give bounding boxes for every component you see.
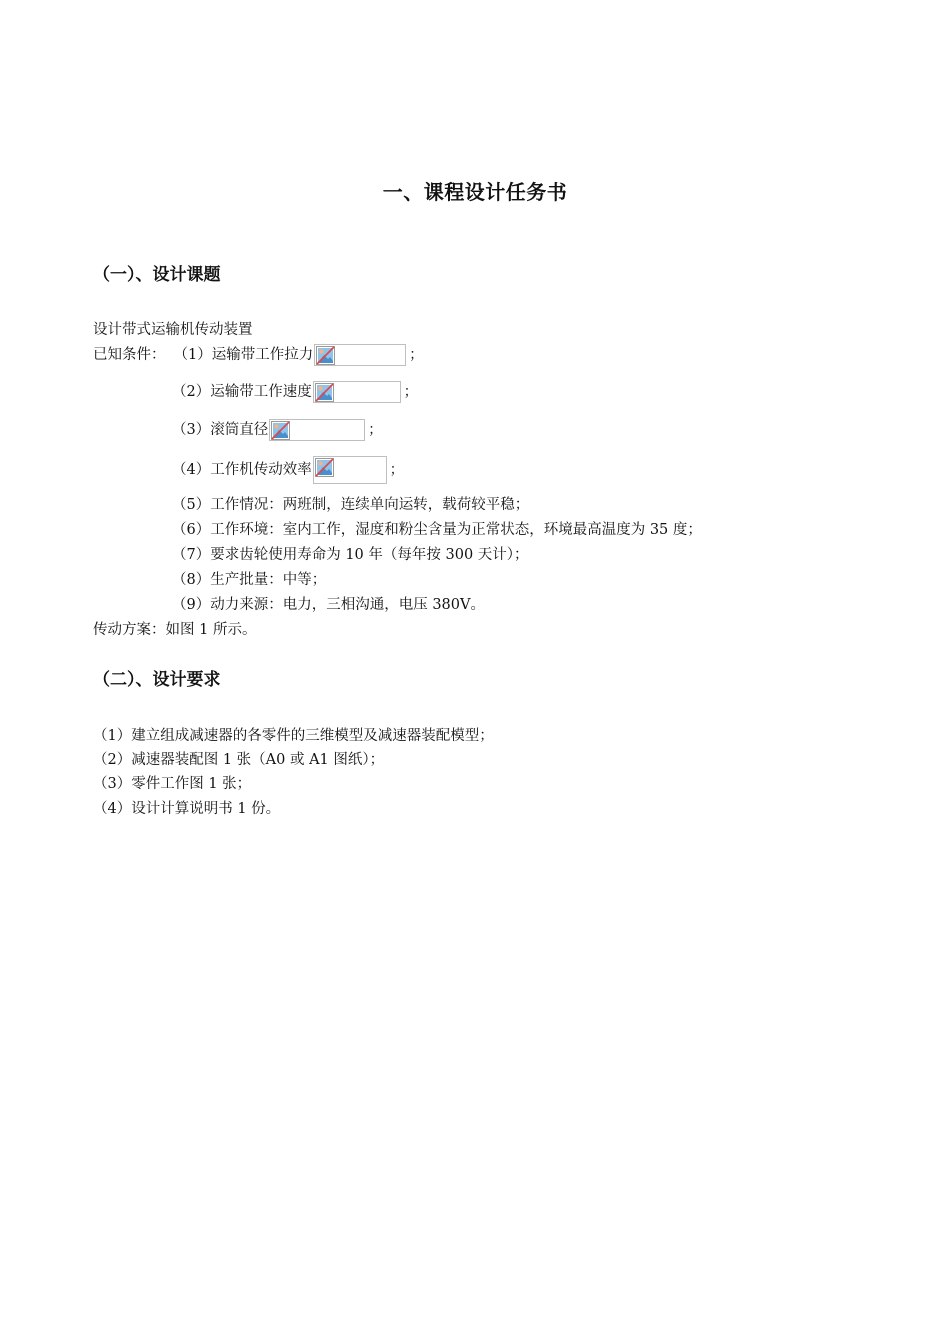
known-conditions-row: [93, 344, 423, 366]
broken-image-icon: [271, 421, 290, 440]
param-label: （1）运输带工作拉力: [173, 347, 314, 363]
requirement-item: （1）建立组成减速器的各零件的三维模型及减速器装配模型；: [93, 728, 494, 744]
requirement-item: （2）减速器装配图 1 张（A0 或 A1 图纸）；: [93, 752, 385, 768]
page-title: 一、课程设计任务书: [382, 180, 568, 204]
condition-item: （7）要求齿轮使用寿命为 10 年（每年按 300 天计）；: [172, 547, 529, 563]
param-label: （3）滚筒直径: [172, 422, 269, 438]
broken-image-icon: [315, 383, 334, 402]
known-conditions-label: 已知条件：: [93, 347, 166, 363]
transmission-scheme: 传动方案：如图 1 所示。: [93, 622, 257, 638]
param-label: （4）工作机传动效率: [172, 462, 312, 478]
param-row: [172, 419, 382, 441]
requirement-item: （3）零件工作图 1 张；: [93, 776, 252, 792]
section2-heading: （二）、设计要求: [93, 670, 221, 690]
param-label: （2）运输带工作速度: [172, 384, 312, 400]
broken-image-icon: [316, 346, 335, 365]
param-suffix: ；: [389, 462, 404, 478]
param-suffix: ；: [409, 347, 424, 363]
formula-image-placeholder: [313, 456, 387, 484]
condition-item: （8）生产批量：中等；: [172, 572, 327, 588]
formula-image-placeholder: [313, 381, 401, 403]
param-row: [172, 381, 418, 403]
param-suffix: ；: [403, 384, 418, 400]
formula-image-placeholder: [314, 344, 406, 366]
formula-image-placeholder: [269, 419, 365, 441]
condition-item: （5）工作情况：两班制，连续单向运转，载荷较平稳；: [172, 497, 530, 513]
param-suffix: ；: [368, 422, 383, 438]
condition-item: （6）工作环境：室内工作，湿度和粉尘含量为正常状态，环境最高温度为 35 度；: [172, 522, 702, 538]
condition-item: （9）动力来源：电力，三相沟通，电压 380V。: [172, 597, 485, 613]
section1-heading: （一）、设计课题: [93, 265, 221, 285]
requirement-item: （4）设计计算说明书 1 份。: [93, 801, 281, 817]
design-topic: 设计带式运输机传动装置: [93, 322, 253, 338]
broken-image-icon: [315, 458, 334, 477]
param-row: [172, 456, 404, 484]
